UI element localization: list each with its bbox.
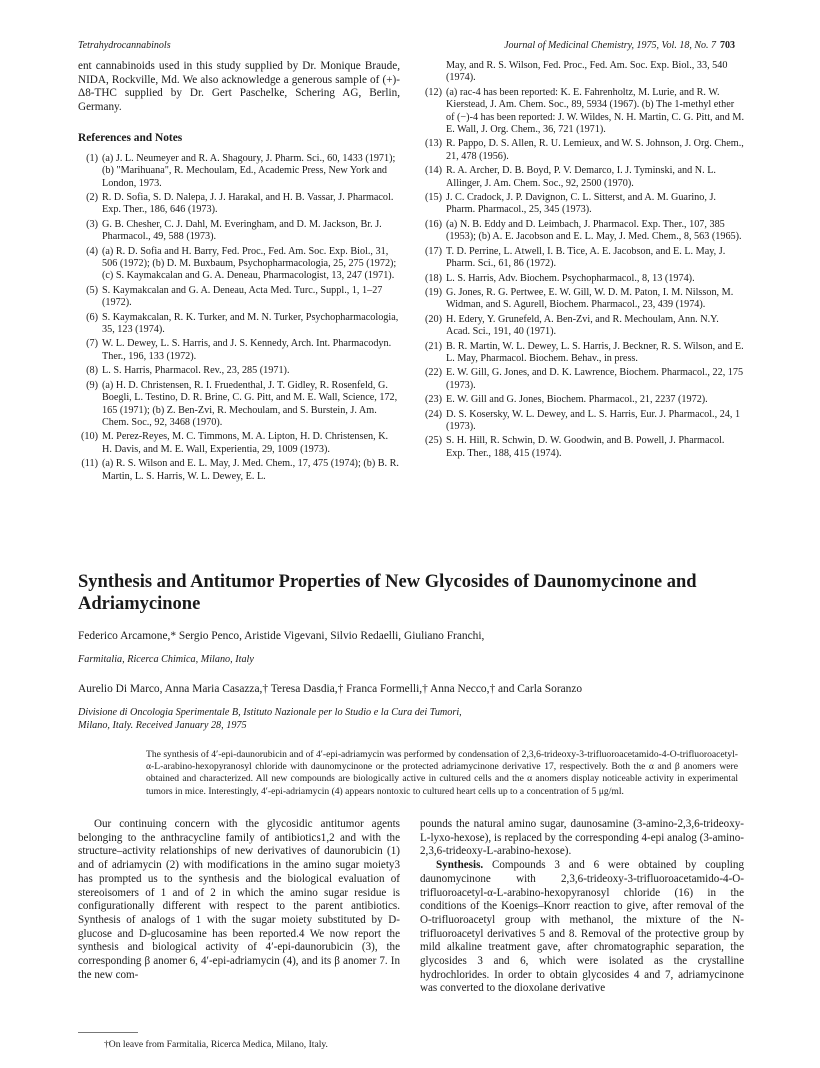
- references-list-right: [422, 87, 744, 460]
- reference-item: [422, 273, 744, 285]
- reference-text: W. L. Dewey, L. S. Harris, and J. S. Kennedy, Arch. Int. Pharmacodyn. Ther., 196, 133 (1972).: [102, 338, 392, 362]
- reference-item: [422, 394, 744, 406]
- reference-text: L. S. Harris, Pharmacol. Rev., 23, 285 (1971).: [102, 365, 290, 377]
- reference-item: [422, 435, 744, 460]
- reference-number: (2): [86, 192, 98, 203]
- article-title: Synthesis and Antitumor Properties of New Glycosides of Daunomycinone and Adriamycinone: [78, 572, 697, 614]
- reference-number: (20): [425, 313, 442, 325]
- footnote: †On leave from Farmitalia, Ricerca Medica, Milano, Italy.: [104, 1039, 328, 1050]
- reference-item: [78, 312, 400, 337]
- reference-item: [78, 338, 400, 363]
- reference-item: [78, 458, 400, 483]
- abstract: The synthesis of 4′-epi-daunorubicin and of 4′-epi-adriamycin was performed by condensation of 2,3,6-trideoxy-3-trifluoroacetamido-4-O-trifluoroacetyl-α-L-arabino-hexopyranosyl chloride with daunomycinone or the protected adriamycinone derivative 17, respectively. Both the α and β anomers were obtained and characterized. All new compounds are biologically active in cultured cells and the α anomers display noticeable activity in experimental tumors in mice. Interestingly, 4′-epi-adriamycin (4) appears nontoxic to cultured heart cells up to a concentration of 5 μg/ml.: [146, 749, 738, 797]
- journal-citation: Journal of Medicinal Chemistry, 1975, Vol. 18, No. 7: [504, 40, 716, 51]
- reference-text: R. A. Archer, D. B. Boyd, P. V. Demarco, I. J. Tyminski, and N. L. Allinger, J. Am. Chem. Soc., 92, 2500 (1970).: [446, 165, 716, 189]
- reference-text: M. Perez-Reyes, M. C. Timmons, M. A. Lipton, H. D. Christensen, K. H. Davis, and M. E. Wall, Experientia, 29, 1009 (1973).: [102, 431, 389, 455]
- reference-number: (11): [81, 458, 98, 470]
- reference-item: [422, 367, 744, 392]
- reference-number: (24): [425, 408, 442, 420]
- reference-item: [78, 219, 400, 244]
- reference-number: (8): [86, 365, 98, 377]
- reference-item: [422, 246, 744, 271]
- reference-number: (10): [81, 431, 98, 443]
- reference-number: (17): [425, 245, 442, 257]
- reference-item: [422, 314, 744, 339]
- reference-number: (14): [425, 165, 442, 177]
- body-right-column: [420, 818, 744, 996]
- reference-text: (a) H. D. Christensen, R. I. Fruedenthal, J. T. Gidley, R. Rosenfeld, G. Boegli, L. Testino, D. R. Brine, C. G. Pitt, and M. E. Wall, Science, 172, 165 (1971); (b) Z. Ben-Zvi, R. Mechoulam, and S. Burstein, J. Am. Chem. Soc., 92, 3468 (1970).: [102, 379, 398, 428]
- top-right-column: [422, 60, 744, 462]
- reference-item: [78, 431, 400, 456]
- reference-number: (25): [425, 435, 442, 447]
- reference-item: [422, 87, 744, 137]
- affiliation-2-line-1: Divisione di Oncologia Sperimentale B, Istituto Nazionale per lo Studio e la Cura dei Tumori,: [78, 707, 462, 718]
- reference-text: S. H. Hill, R. Schwin, D. W. Goodwin, and B. Powell, J. Pharmacol. Exp. Ther., 188, 415 (1974).: [446, 435, 725, 459]
- reference-number: (21): [425, 340, 442, 352]
- references-list-left: [78, 153, 400, 483]
- reference-number: (16): [425, 218, 442, 230]
- reference-text: S. Kaymakcalan and G. A. Deneau, Acta Med. Turc., Suppl., 1, 1–27 (1972).: [102, 284, 383, 309]
- acknowledgment-paragraph: ent cannabinoids used in this study supplied by Dr. Monique Braude, NIDA, Rockville, Md. We also acknowledge a generous sample of (+)-Δ8-THC supplied by Dr. Gert Paschelke, Schering AG, Berlin, Germany.: [78, 60, 400, 113]
- reference-continuation: May, and R. S. Wilson, Fed. Proc., Fed. Am. Soc. Exp. Biol., 33, 540 (1974).: [446, 60, 728, 84]
- reference-text: L. S. Harris, Adv. Biochem. Psychopharmacol., 8, 13 (1974).: [446, 272, 695, 284]
- reference-number: (1): [86, 152, 98, 164]
- body-left-column: [78, 818, 400, 982]
- reference-number: (5): [86, 284, 98, 296]
- footnote-rule: [78, 1032, 138, 1033]
- reference-number: (12): [425, 86, 442, 98]
- synthesis-paragraph: [420, 859, 744, 996]
- affiliation-2: [78, 707, 758, 732]
- top-left-column: [78, 60, 400, 485]
- reference-item: [78, 192, 400, 217]
- reference-number: (13): [425, 138, 442, 150]
- reference-text: (a) J. L. Neumeyer and R. A. Shagoury, J. Pharm. Sci., 60, 1433 (1971); (b) "Marihuana", R. Mechoulam, Ed., Academic Press, New York and London, 1973.: [102, 152, 396, 189]
- author-line-1: Federico Arcamone,* Sergio Penco, Aristide Vigevani, Silvio Redaelli, Giuliano Franchi,: [78, 630, 485, 642]
- reference-text: B. R. Martin, W. L. Dewey, L. S. Harris, J. Beckner, R. S. Wilson, and E. L. May, Pharmacol. Biochem. Behav., in press.: [446, 340, 744, 364]
- reference-text: E. W. Gill and G. Jones, Biochem. Pharmacol., 21, 2237 (1972).: [446, 394, 708, 406]
- reference-text: G. B. Chesher, C. J. Dahl, M. Everingham, and D. M. Jackson, Br. J. Pharmacol., 49, 588 (1973).: [102, 218, 382, 243]
- reference-text: D. S. Kosersky, W. L. Dewey, and L. S. Harris, Eur. J. Pharmacol., 24, 1 (1973).: [446, 408, 741, 432]
- reference-text: G. Jones, R. G. Pertwee, E. W. Gill, W. D. M. Paton, I. M. Nilsson, M. Widman, and S. Agurell, Biochem. Pharmacol., 23, 439 (1974).: [446, 286, 734, 311]
- reference-text: H. Edery, Y. Grunefeld, A. Ben-Zvi, and R. Mechoulam, Ann. N.Y. Acad. Sci., 191, 40 (1971).: [446, 313, 719, 338]
- reference-text: S. Kaymakcalan, R. K. Turker, and M. N. Turker, Psychopharmacologia, 35, 123 (1974).: [102, 311, 399, 336]
- reference-item: [422, 138, 744, 163]
- reference-text: R. D. Sofia, S. D. Nalepa, J. J. Harakal, and H. B. Vassar, J. Pharmacol. Exp. Ther., 186, 646 (1973).: [102, 192, 394, 216]
- reference-item: [422, 409, 744, 434]
- affiliation-1: Farmitalia, Ricerca Chimica, Milano, Italy: [78, 654, 254, 665]
- reference-number: (19): [425, 286, 442, 298]
- reference-text: T. D. Perrine, L. Atwell, I. B. Tice, A. E. Jacobson, and E. L. May, J. Pharm. Sci., 61, 86 (1972).: [446, 245, 726, 270]
- reference-text: (a) R. D. Sofia and H. Barry, Fed. Proc., Fed. Am. Soc. Exp. Biol., 31, 506 (1972); (b) D. M. Buxbaum, Psychopharmacologia, 25, 275 (1972); (c) S. Kaymakcalan and G. A. Deneau, Pharmacologist, 13, 247 (1971).: [102, 245, 397, 282]
- running-header-right: [504, 40, 735, 51]
- running-header-left: Tetrahydrocannabinols: [78, 40, 171, 51]
- author-line-2: Aurelio Di Marco, Anna Maria Casazza,† Teresa Dasdia,† Franca Formelli,† Anna Necco,† and Carla Soranzo: [78, 683, 583, 695]
- references-heading: References and Notes: [78, 132, 183, 145]
- intro-paragraph: Our continuing concern with the glycosidic antitumor agents belonging to the anthracycline family of antibiotics1,2 and with the structure–activity relationships of new derivatives of daunorubicin (1) and of adriamycin (2) with modifications in the amino sugar moiety3 has prompted us to the synthesis and the biological evaluation of stereoisomers of 1 and of 2 in which the amino sugar residue is configurationally different with respect to the parent antibiotics. Synthesis of analogs of 1 with the sugar moiety substituted by D-glucose and D-glucosamine has been reported.4 We now report the synthesis and biological activity of 4′-epi-daunorubicin (3), the corresponding β anomer 6, 4′-epi-adriamycin (4), and its β anomer 7. In the new com-: [78, 818, 400, 981]
- reference-item: [78, 153, 400, 190]
- reference-number: (3): [86, 218, 98, 230]
- reference-number: (18): [425, 272, 442, 284]
- body-paragraph-continuation: pounds the natural amino sugar, daunosamine (3-amino-2,3,6-trideoxy-L-lyxo-hexose), is replaced by the corresponding 4-epi analog (3-amino-2,3,6-trideoxy-L-arabino-hexose).: [420, 818, 744, 858]
- page-number: 703: [720, 40, 735, 51]
- reference-item: [422, 219, 744, 244]
- reference-item: [422, 287, 744, 312]
- reference-item: [78, 365, 400, 377]
- reference-text: R. Pappo, D. S. Allen, R. U. Lemieux, and W. S. Johnson, J. Org. Chem., 21, 478 (1956).: [446, 138, 744, 162]
- reference-item: [422, 192, 744, 217]
- reference-item: [422, 165, 744, 190]
- reference-item: [422, 341, 744, 366]
- reference-text: J. C. Cradock, J. P. Davignon, C. L. Sitterst, and A. M. Guarino, J. Pharm. Pharmacol., 25, 345 (1973).: [446, 192, 716, 216]
- reference-item: [78, 285, 400, 310]
- reference-text: (a) R. S. Wilson and E. L. May, J. Med. Chem., 17, 475 (1974); (b) B. R. Martin, L. S. Harris, W. L. Dewey, E. L.: [102, 458, 399, 482]
- reference-number: (23): [425, 394, 442, 406]
- reference-number: (7): [86, 338, 98, 350]
- reference-number: (15): [425, 192, 442, 204]
- reference-number: (6): [86, 311, 98, 323]
- reference-number: (9): [86, 379, 98, 391]
- reference-item: [78, 246, 400, 283]
- synthesis-heading: Synthesis.: [436, 859, 484, 872]
- affiliation-2-line-2: Milano, Italy. Received January 28, 1975: [78, 719, 247, 731]
- reference-text: (a) rac-4 has been reported: K. E. Fahrenholtz, M. Lurie, and R. W. Kierstead, J. Am. Chem. Soc., 89, 5934 (1967). (b) The 1-methyl ether of (−)-4 has been reported: J. W. Wildes, N. H. Martin, C. G. Pitt, and M. E. Wall, J. Org. Chem., 36, 721 (1971).: [446, 86, 744, 136]
- synthesis-text: Compounds 3 and 6 were obtained by coupling daunomycinone with 2,3,6-trideoxy-3-trifluoroacetamido-4-O-trifluoroacetyl-α-L-arabino-hexopyranosyl chloride (16) in the conditions of the Koenigs–Knorr reaction to give, after removal of the O-trifluoroacetyl group with methanol, the mixture of the N-trifluoroacetyl derivatives 5 and 8. Removal of the protective group by mild alkaline treatment gave, after chromatographic separation, the glycosides 3 and 6, which were isolated as the crystalline hydrochlorides. In order to obtain glycosides 4 and 7, adriamycinone was converted to the dioxolane derivative: [420, 859, 744, 995]
- reference-text: E. W. Gill, G. Jones, and D. K. Lawrence, Biochem. Pharmacol., 22, 175 (1973).: [446, 367, 744, 391]
- reference-item: [78, 380, 400, 430]
- reference-text: (a) N. B. Eddy and D. Leimbach, J. Pharmacol. Exp. Ther., 107, 385 (1953); (b) A. E. Jacobson and E. L. May, J. Med. Chem., 8, 563 (1965).: [446, 218, 742, 243]
- reference-number: (22): [425, 367, 442, 379]
- reference-number: (4): [86, 245, 98, 257]
